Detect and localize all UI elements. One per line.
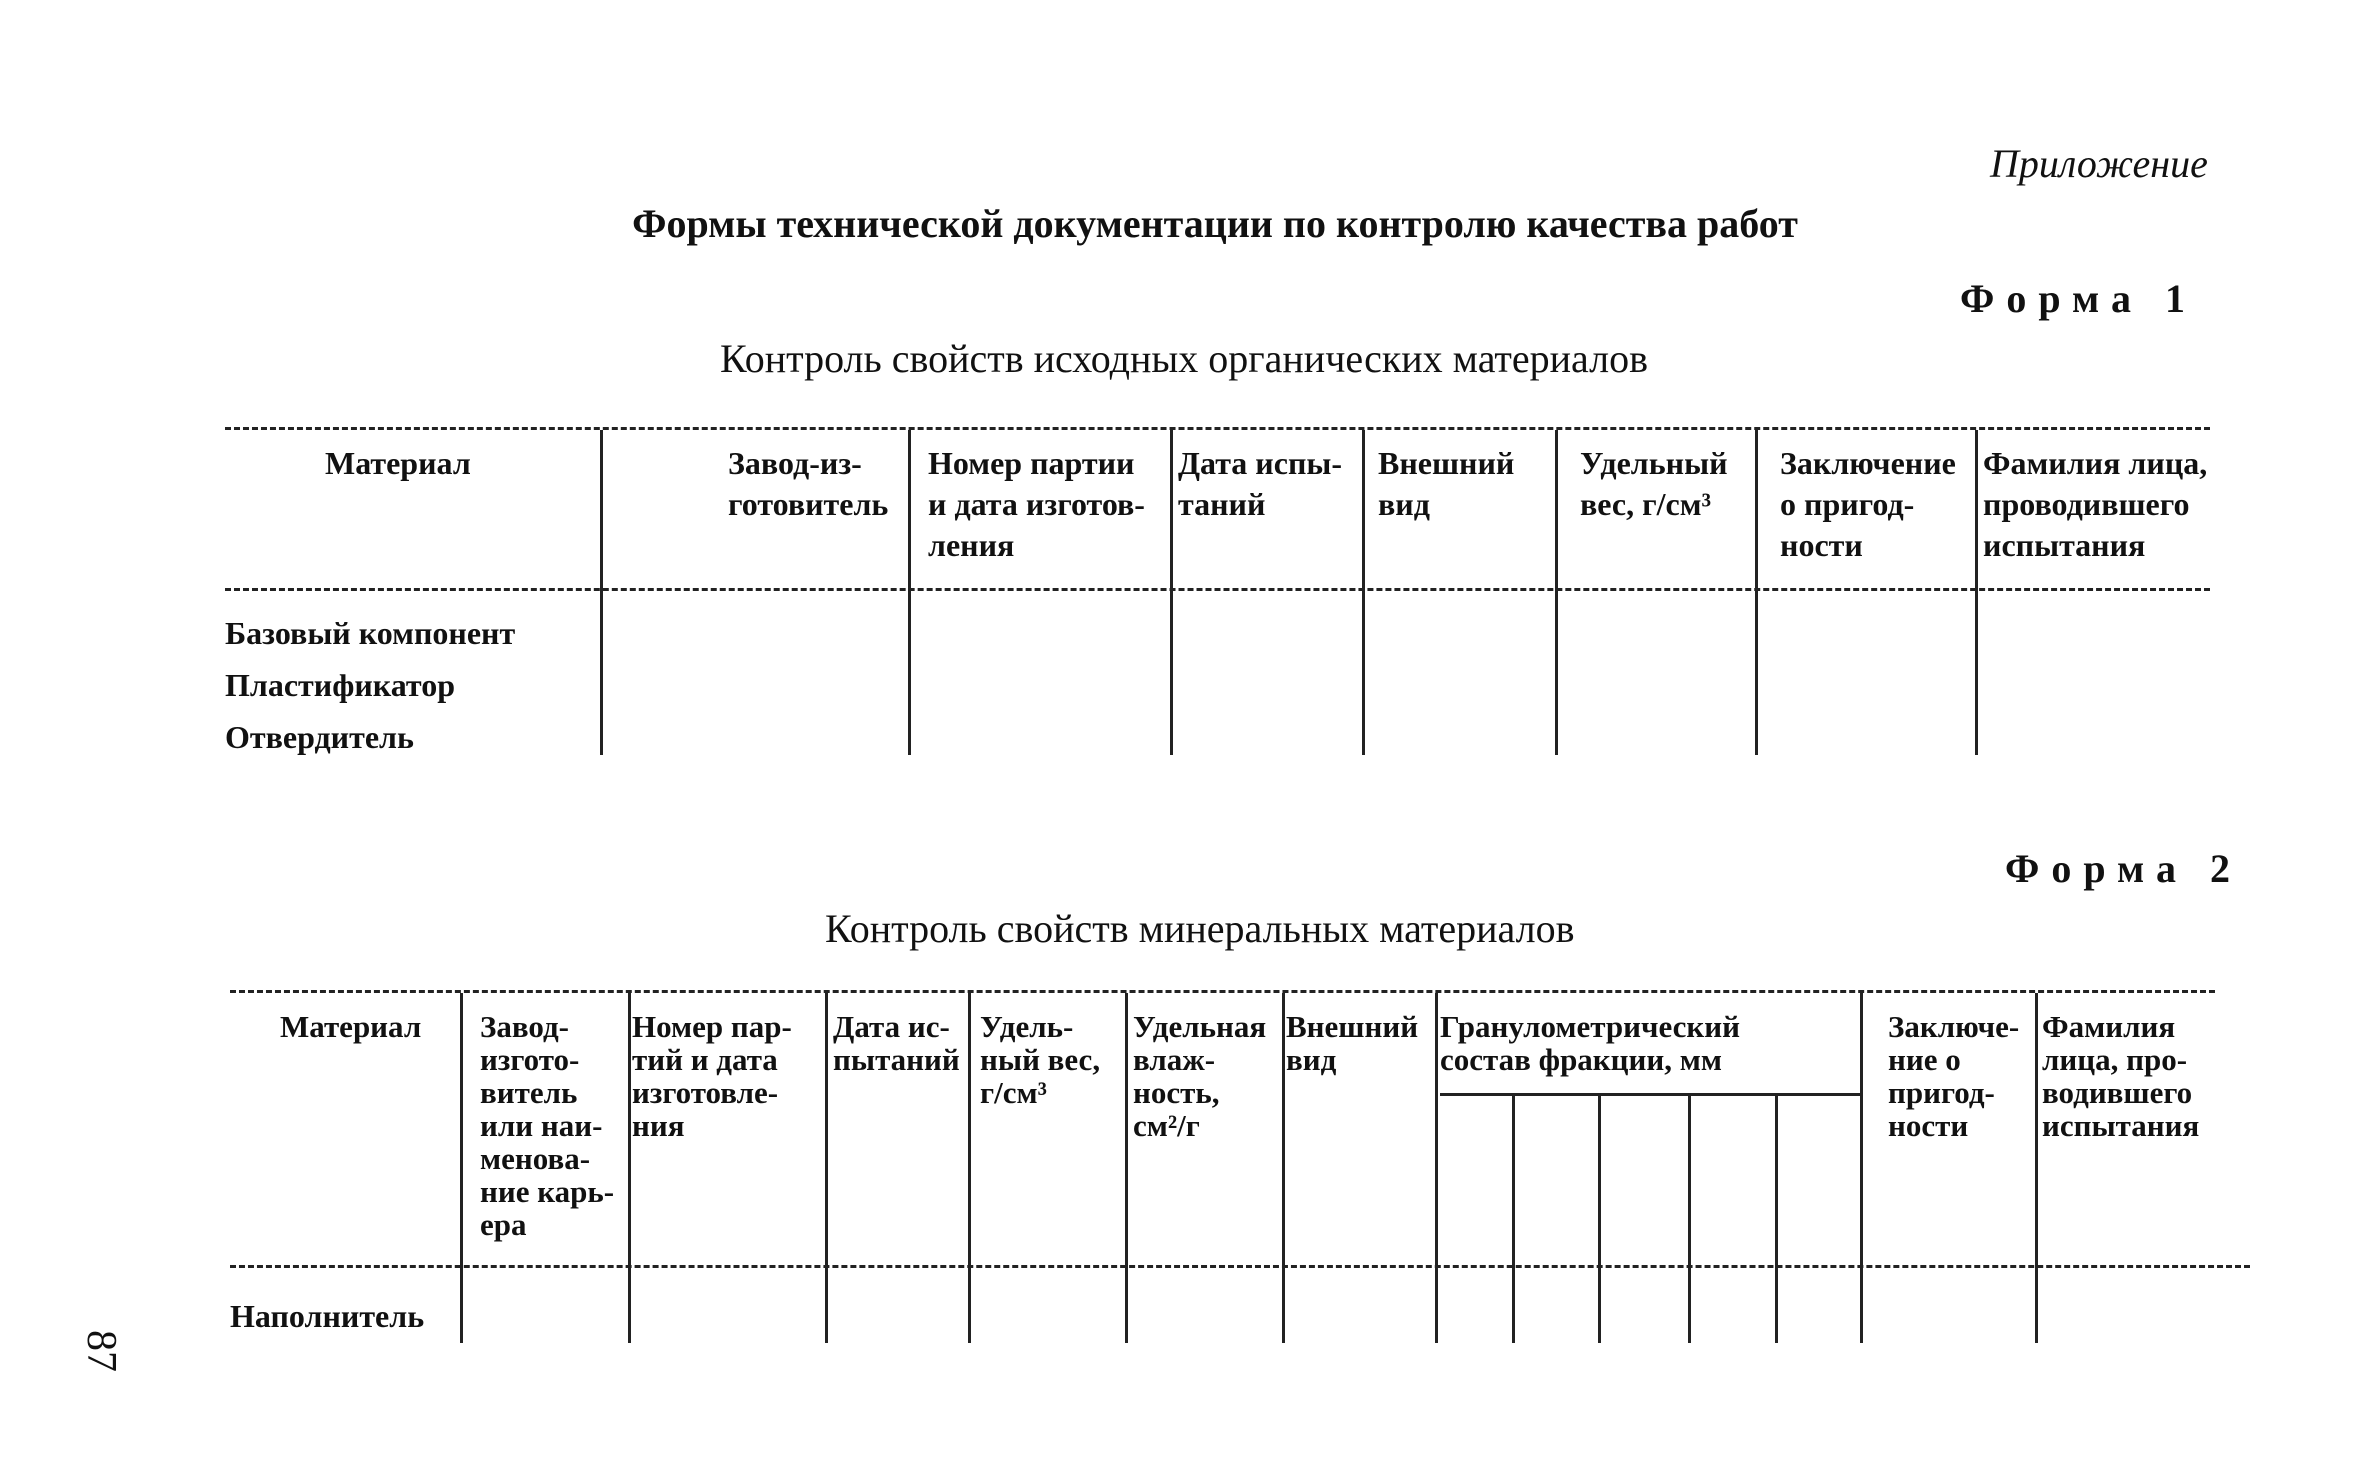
form1-title: Контроль свойств исходных органических материалов	[720, 336, 1649, 381]
form2-col-divider	[1860, 993, 1863, 1343]
form1-header-material: Материал	[325, 445, 471, 481]
form1-col-divider	[908, 430, 911, 755]
form2-col-divider	[1435, 993, 1438, 1343]
form2-label: Форма 2	[2005, 846, 2242, 891]
document-title: Формы технической документации по контролю качества работ	[632, 201, 1798, 246]
form2-title: Контроль свойств минеральных материалов	[825, 906, 1575, 951]
form1-header-manufacturer: Завод-из- готовитель	[728, 445, 889, 522]
form2-col-divider	[825, 993, 828, 1343]
appendix-label: Приложение	[1990, 141, 2208, 186]
form1-col-divider	[1555, 430, 1558, 755]
form2-col-divider	[2035, 993, 2038, 1343]
form2-header-batch: Номер пар- тий и дата изготовле- ния	[632, 1009, 792, 1143]
form2-header-specific-weight: Удель- ный вес, г/см³	[980, 1009, 1101, 1110]
form2-col-divider	[1282, 993, 1285, 1343]
form2-col-divider	[1125, 993, 1128, 1343]
form1-col-divider	[1755, 430, 1758, 755]
form1-col-divider	[1170, 430, 1173, 755]
form1-row-label: Отвердитель	[225, 719, 414, 755]
form2-header-appearance: Внешний вид	[1286, 1009, 1419, 1077]
form1-col-divider	[1362, 430, 1365, 755]
form2-fraction-divider	[1598, 1096, 1601, 1343]
form2-header-conclusion: Заключе- ние о пригод- ности	[1888, 1009, 2020, 1143]
form2-fraction-divider	[1512, 1096, 1515, 1343]
form2-header-rule	[230, 1265, 2250, 1268]
form2-fraction-subrule	[1440, 1093, 1860, 1096]
form2-header-moisture: Удельная влаж- ность, см²/г	[1133, 1009, 1267, 1143]
form1-col-divider	[1975, 430, 1978, 755]
form1-header-rule	[225, 588, 2210, 591]
form1-header-tester: Фамилия лица, проводившего испытания	[1983, 445, 2208, 563]
form1-col-divider	[600, 430, 603, 755]
form2-col-divider	[968, 993, 971, 1343]
form1-row-label: Пластификатор	[225, 667, 455, 703]
form2-row-label: Наполнитель	[230, 1298, 425, 1334]
form2-fraction-divider	[1688, 1096, 1691, 1343]
form2-fraction-divider	[1775, 1096, 1778, 1343]
form1-row-label: Базовый компонент	[225, 615, 516, 651]
form1-header-specific-weight: Удельный вес, г/см³	[1580, 445, 1728, 522]
form2-col-divider	[628, 993, 631, 1343]
form2-header-material: Материал	[280, 1009, 422, 1044]
page-number: 87	[78, 1330, 124, 1372]
form1-top-rule	[225, 427, 2210, 430]
form1-label: Форма 1	[1960, 276, 2197, 321]
form2-header-tester: Фамилия лица, про- водившего испытания	[2042, 1009, 2200, 1143]
form2-header-manufacturer: Завод- изгото- витель или наи- менова- ние карь- ера	[480, 1009, 615, 1242]
form1-header-batch: Номер партии и дата изготов- ления	[928, 445, 1145, 563]
form1-header-conclusion: Заключение о пригод- ности	[1780, 445, 1956, 563]
form1-header-appearance: Внешний вид	[1378, 445, 1515, 522]
form2-top-rule	[230, 990, 2215, 993]
form2-header-test-date: Дата ис- пытаний	[833, 1009, 960, 1077]
form2-col-divider	[460, 993, 463, 1343]
form2-header-granulometry: Гранулометрический состав фракции, мм	[1440, 1009, 1740, 1077]
form1-header-test-date: Дата испы- таний	[1178, 445, 1343, 522]
